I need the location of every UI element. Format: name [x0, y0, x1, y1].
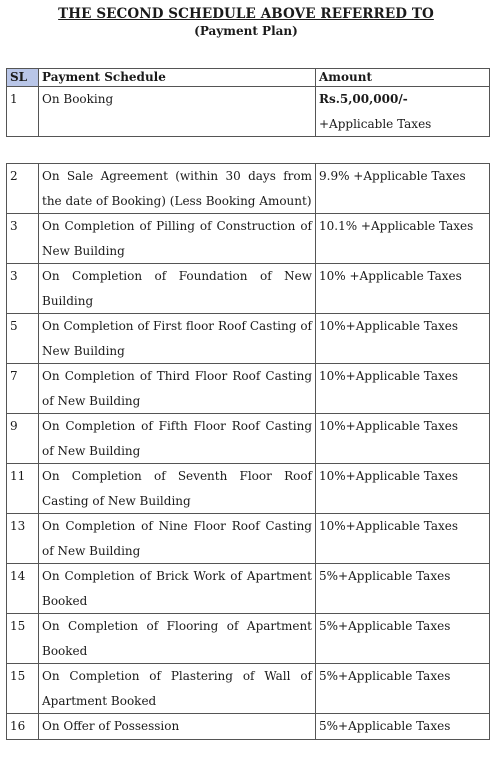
- booking-taxes: +Applicable Taxes: [319, 116, 432, 131]
- amount-cell: [316, 87, 490, 137]
- schedule-subtitle: (Payment Plan): [194, 24, 298, 38]
- amount-cell: 10%+Applicable Taxes: [316, 464, 490, 514]
- schedule-cell: On Completion of Flooring of Apartment Booked: [39, 614, 316, 664]
- table-row: [7, 514, 490, 564]
- sl-cell: 15: [7, 664, 39, 714]
- schedule-cell: On Booking: [39, 87, 316, 137]
- table-row: [7, 264, 490, 314]
- amount-cell: 5%+Applicable Taxes: [316, 614, 490, 664]
- amount-cell: 10%+Applicable Taxes: [316, 414, 490, 464]
- sl-cell: 3: [7, 214, 39, 264]
- payment-plan-table: [6, 68, 490, 740]
- table-row: [7, 164, 490, 214]
- amount-cell: 10%+Applicable Taxes: [316, 314, 490, 364]
- amount-cell: 10%+Applicable Taxes: [316, 514, 490, 564]
- sl-cell: 13: [7, 514, 39, 564]
- table-row: [7, 87, 490, 137]
- schedule-cell: On Completion of Brick Work of Apartment Booked: [39, 564, 316, 614]
- sl-cell: 15: [7, 614, 39, 664]
- amount-header: Amount: [316, 69, 490, 87]
- schedule-cell: On Completion of Third Floor Roof Casting of New Building: [39, 364, 316, 414]
- payment-schedule-header: Payment Schedule: [39, 69, 316, 87]
- schedule-cell: On Offer of Possession: [39, 714, 316, 740]
- sl-cell: 5: [7, 314, 39, 364]
- table-row: [7, 214, 490, 264]
- table-row: [7, 564, 490, 614]
- amount-cell: 5%+Applicable Taxes: [316, 564, 490, 614]
- table-row: [7, 414, 490, 464]
- schedule-cell: On Completion of Fifth Floor Roof Casting of New Building: [39, 414, 316, 464]
- sl-cell: 14: [7, 564, 39, 614]
- schedule-cell: On Completion of Nine Floor Roof Casting of New Building: [39, 514, 316, 564]
- sl-cell: 16: [7, 714, 39, 740]
- schedule-cell: On Completion of Seventh Floor Roof Casting of New Building: [39, 464, 316, 514]
- amount-cell: 10%+Applicable Taxes: [316, 364, 490, 414]
- amount-cell: 5%+Applicable Taxes: [316, 664, 490, 714]
- amount-cell: 9.9% +Applicable Taxes: [316, 164, 490, 214]
- sl-cell: 1: [7, 87, 39, 137]
- header-row: [7, 69, 490, 87]
- schedule-cell: On Sale Agreement (within 30 days from the date of Booking) (Less Booking Amount): [39, 164, 316, 214]
- table-row: [7, 664, 490, 714]
- schedule-cell: On Completion of Foundation of New Building: [39, 264, 316, 314]
- table-row: [7, 464, 490, 514]
- table-row: [7, 614, 490, 664]
- schedule-cell: On Completion of First floor Roof Casting of New Building: [39, 314, 316, 364]
- table-gap: [7, 137, 490, 164]
- amount-cell: 10% +Applicable Taxes: [316, 264, 490, 314]
- schedule-title: THE SECOND SCHEDULE ABOVE REFERRED TO: [58, 6, 434, 22]
- amount-cell: 10.1% +Applicable Taxes: [316, 214, 490, 264]
- booking-amount: Rs.5,00,000/-: [319, 92, 408, 106]
- sl-cell: 3: [7, 264, 39, 314]
- sl-cell: 2: [7, 164, 39, 214]
- table-row: [7, 714, 490, 740]
- sl-cell: 11: [7, 464, 39, 514]
- table-row: [7, 314, 490, 364]
- table-row: [7, 364, 490, 414]
- schedule-cell: On Completion of Plastering of Wall of Apartment Booked: [39, 664, 316, 714]
- amount-cell: 5%+Applicable Taxes: [316, 714, 490, 740]
- schedule-cell: On Completion of Pilling of Construction of New Building: [39, 214, 316, 264]
- sl-cell: 7: [7, 364, 39, 414]
- sl-cell: 9: [7, 414, 39, 464]
- sl-header: SL: [7, 69, 39, 87]
